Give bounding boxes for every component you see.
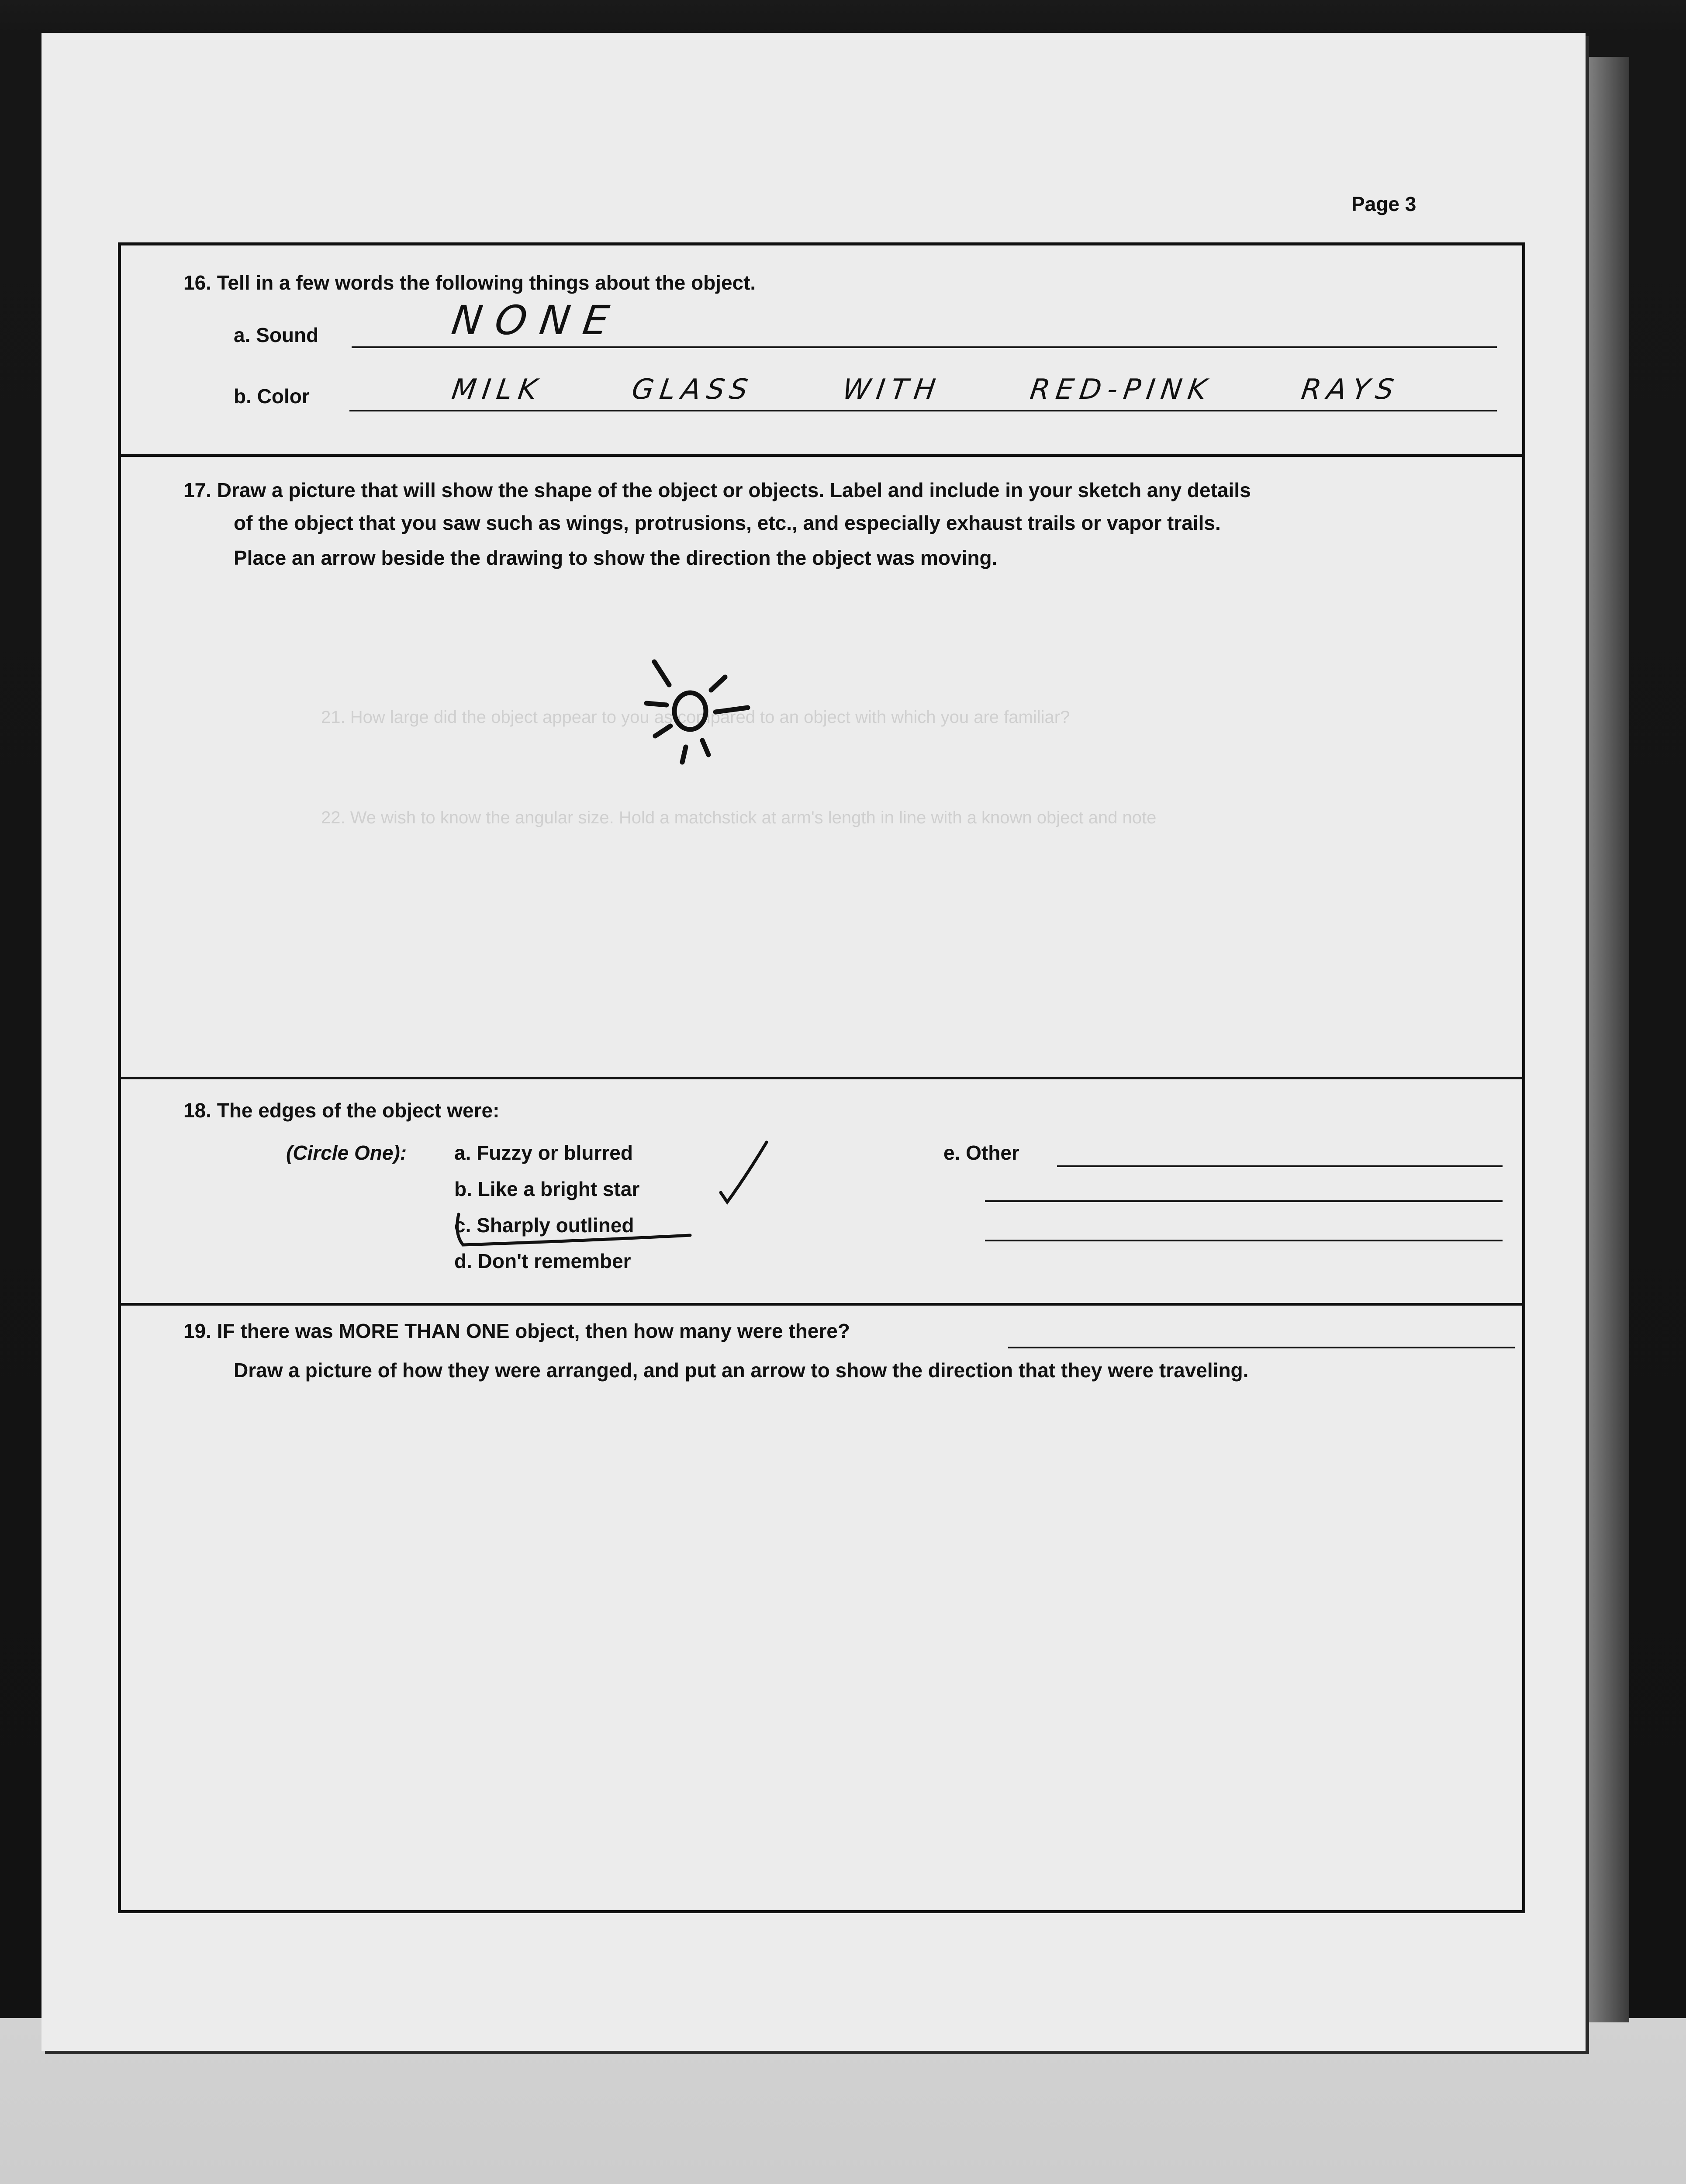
q18-title: 18. The edges of the object were:	[183, 1099, 500, 1122]
divider-18-19	[118, 1303, 1525, 1306]
edge-option-b[interactable]: b. Like a bright star	[454, 1178, 640, 1200]
sound-answer-line	[352, 346, 1497, 348]
q16-sound-label: a. Sound	[234, 324, 319, 346]
q19-line1: 19. IF there was MORE THAN ONE object, then how many were there?	[183, 1320, 850, 1342]
divider-17-18	[118, 1077, 1525, 1079]
circle-one-label: (Circle One):	[286, 1141, 407, 1164]
edge-option-c[interactable]: c. Sharply outlined	[454, 1214, 634, 1237]
q16-title: 16. Tell in a few words the following things about the object.	[183, 271, 756, 294]
other-line-1	[1057, 1165, 1503, 1167]
divider-16-17	[118, 454, 1525, 457]
page-number: Page 3	[1351, 193, 1417, 215]
bleed-through-q21: 21. How large did the object appear to you as compared to an object with which you are familiar?	[321, 708, 1070, 727]
other-line-3	[985, 1240, 1503, 1241]
q17-line2: of the object that you saw such as wings, protrusions, etc., and especially exhaust trails or vapor trails.	[234, 511, 1221, 534]
q19-count-line	[1008, 1347, 1515, 1348]
page-edge-shadow	[1581, 57, 1629, 2022]
q16-color-label: b. Color	[234, 385, 310, 408]
color-answer: MILK GLASS WITH RED-PINK RAYS	[449, 373, 1402, 406]
sound-answer: NONE	[449, 297, 625, 344]
edge-option-d[interactable]: d. Don't remember	[454, 1250, 631, 1272]
q17-line3: Place an arrow beside the drawing to show the direction the object was moving.	[234, 546, 998, 569]
bleed-through-q22: 22. We wish to know the angular size. Hold a matchstick at arm's length in line with a known object and note	[321, 808, 1157, 827]
edge-option-a[interactable]: a. Fuzzy or blurred	[454, 1141, 633, 1164]
selection-marks	[437, 1136, 795, 1271]
q17-line1: 17. Draw a picture that will show the shape of the object or objects. Label and include in your sketch any details	[183, 479, 1251, 501]
object-sketch	[616, 646, 760, 778]
q19-line2: Draw a picture of how they were arranged, and put an arrow to show the direction that they were traveling.	[234, 1359, 1249, 1382]
color-answer-line	[349, 410, 1497, 411]
edge-option-e[interactable]: e. Other	[943, 1141, 1019, 1164]
other-line-2	[985, 1200, 1503, 1202]
